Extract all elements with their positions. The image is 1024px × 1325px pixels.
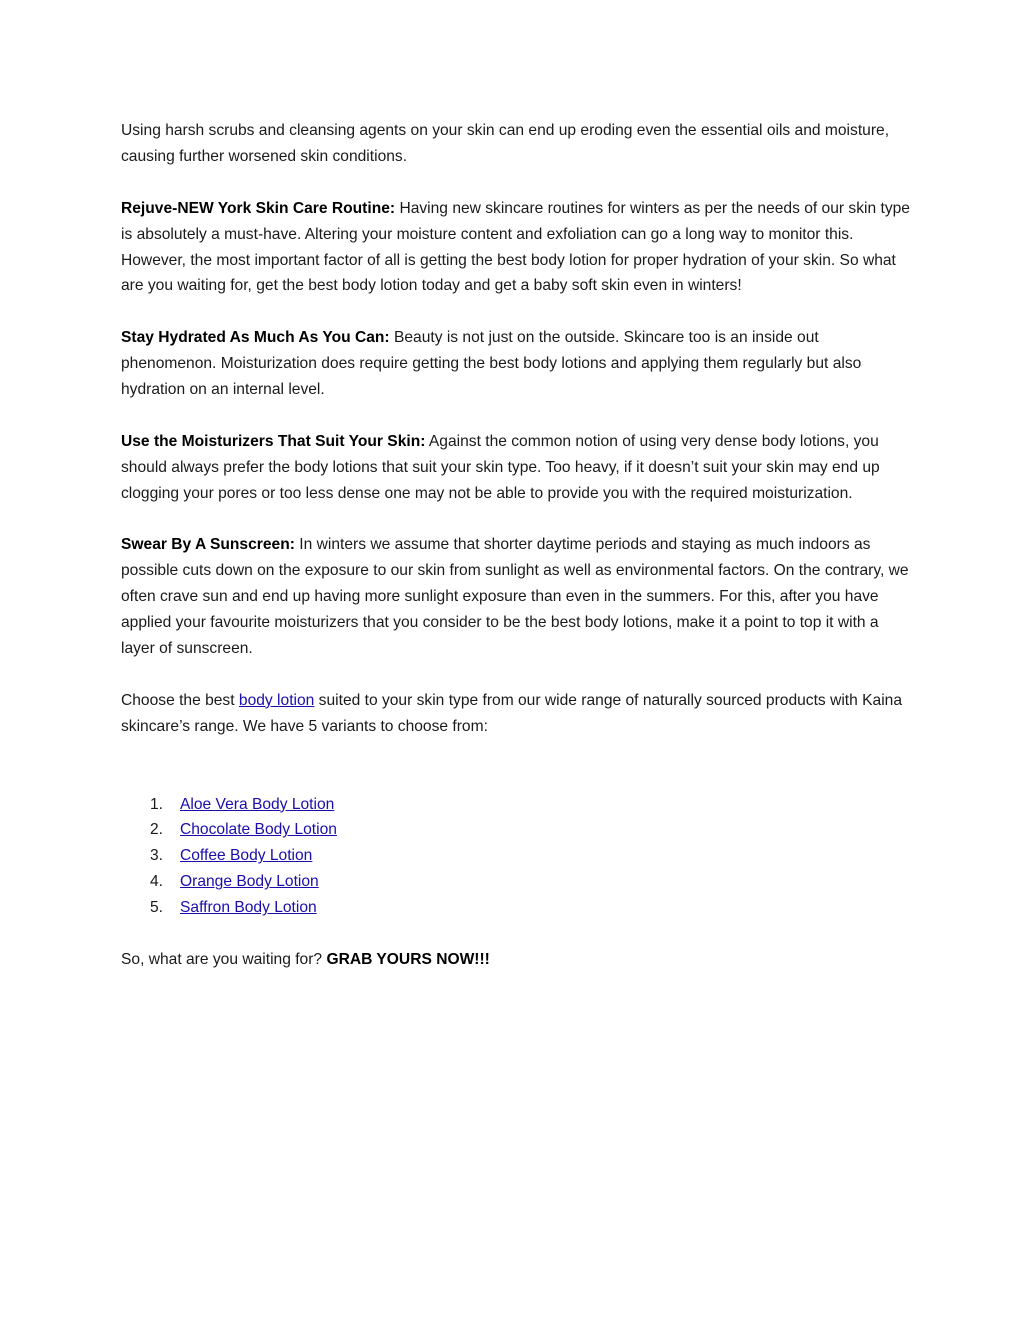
list-item	[121, 817, 911, 843]
section-heading: Swear By A Sunscreen:	[121, 536, 295, 554]
product-link-coffee[interactable]: Coffee Body Lotion	[180, 847, 313, 865]
product-link-aloe-vera[interactable]: Aloe Vera Body Lotion	[180, 795, 335, 813]
section-heading: Rejuve-NEW York Skin Care Routine:	[121, 199, 396, 217]
choose-text-after: suited to your skin type from our wide range of naturally sourced products with Kaina skincare’s range. We have 5 variants to choose from:	[121, 691, 903, 735]
call-to-action: GRAB YOURS NOW!!!	[326, 950, 490, 968]
section-body: Having new skincare routines for winters as per the needs of our skin type is absolutely a must-have. Altering your moisture content and exfoliation can go a long way to monitor this. However, the most important factor of all is getting the best body lotion for proper hydration of your skin. So what are you waiting for, get the best body lotion today and get a baby soft skin even in winters!	[121, 199, 910, 295]
section-hydrated	[121, 325, 911, 403]
list-number: 3.	[150, 847, 164, 865]
section-heading: Use the Moisturizers That Suit Your Skin:	[121, 432, 426, 450]
section-rejuve	[121, 196, 911, 300]
list-number: 2.	[150, 821, 164, 839]
closing-paragraph	[121, 947, 911, 973]
choose-paragraph	[121, 688, 911, 740]
list-number: 4.	[150, 873, 164, 891]
product-link-saffron[interactable]: Saffron Body Lotion	[180, 899, 317, 917]
intro-paragraph: Using harsh scrubs and cleansing agents on your skin can end up eroding even the essential oils and moisture, causing further worsened skin conditions.	[121, 122, 890, 165]
product-link-chocolate[interactable]: Chocolate Body Lotion	[180, 821, 337, 839]
product-list	[121, 792, 911, 922]
list-item	[121, 843, 911, 869]
choose-text-before: Choose the best	[121, 691, 239, 709]
list-number: 5.	[150, 899, 164, 917]
section-sunscreen	[121, 532, 911, 662]
list-item	[121, 869, 911, 895]
section-body: In winters we assume that shorter daytime periods and staying as much indoors as possible cuts down on the exposure to our skin from sunlight as well as environmental factors. On the contrary, we often crave sun and end up having more sunlight exposure than even in the summers. For this, after you have applied your favourite moisturizers that you consider to be the best body lotions, make it a point to top it with a layer of sunscreen.	[121, 536, 909, 658]
body-lotion-link[interactable]: body lotion	[238, 691, 315, 709]
list-item	[121, 895, 911, 921]
document-page	[121, 118, 911, 999]
list-number: 1.	[150, 795, 164, 813]
list-item	[121, 792, 911, 818]
section-heading: Stay Hydrated As Much As You Can:	[121, 329, 390, 347]
section-body: Beauty is not just on the outside. Skincare too is an inside out phenomenon. Moisturization does require getting the best body lotions and applying them regularly but also hydration on an internal level.	[121, 329, 862, 399]
section-moisturizers	[121, 429, 911, 507]
closing-text: So, what are you waiting for?	[121, 950, 327, 968]
section-body: Against the common notion of using very dense body lotions, you should always prefer the body lotions that suit your skin type. Too heavy, if it doesn’t suit your skin may end up clogging your pores or too less dense one may not be able to provide you with the required moisturization.	[121, 432, 880, 502]
product-link-orange[interactable]: Orange Body Lotion	[180, 873, 319, 891]
